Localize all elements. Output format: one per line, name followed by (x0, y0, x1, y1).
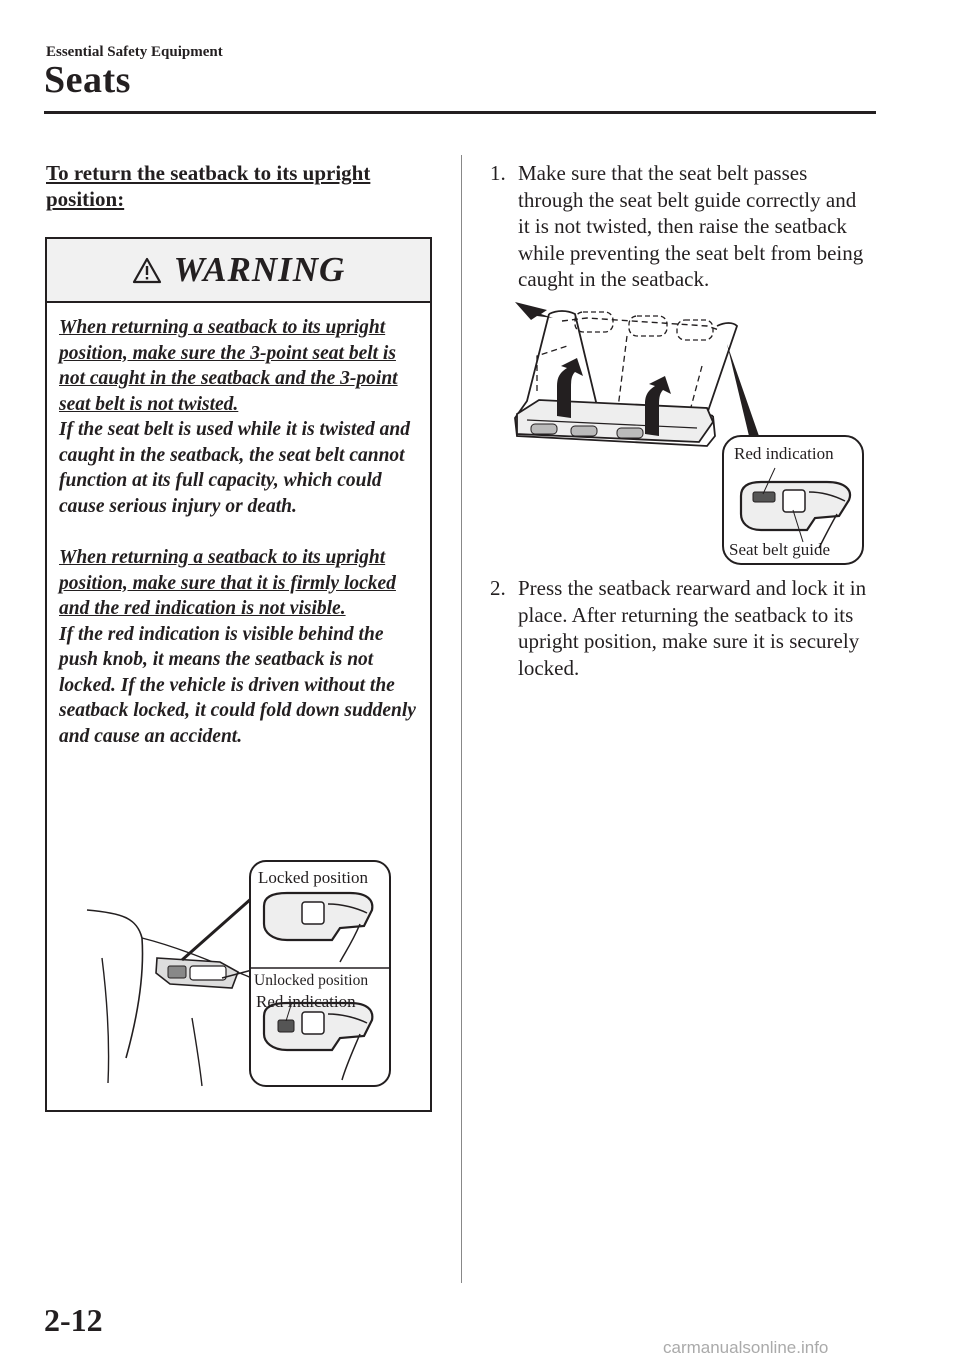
watermark: carmanualsonline.info (663, 1338, 829, 1357)
lock-position-figure (82, 858, 392, 1088)
step-1 (490, 160, 885, 293)
warning-para2-emphasis: When returning a seatback to its upright position, make sure that it is firmly locked and the red indication is not visible. (59, 547, 396, 619)
step-text: Press the seatback rearward and lock it in place. After returning the seatback to its upright position, make sure it is securely locked. (518, 576, 867, 680)
warning-label: WARNING (173, 250, 346, 289)
warning-para1-text: If the seat belt is used while it is twisted and caught in the seatback, the seat belt cannot function at its full capacity, which could cause serious injury or death. (59, 419, 411, 517)
raise-seatback-figure (487, 296, 867, 568)
warning-triangle-icon (132, 257, 162, 284)
warning-body (47, 303, 430, 749)
page-title: Seats (44, 59, 131, 101)
warning-header (47, 239, 430, 303)
seat-belt-guide-label: Seat belt guide (729, 540, 831, 559)
subheading: To return the seatback to its upright position: (46, 161, 371, 211)
page-number: 2-12 (44, 1302, 103, 1338)
step-2 (490, 575, 885, 681)
step-number: 1. (490, 161, 506, 185)
rear-seat-illustration (487, 296, 867, 568)
unlocked-position-label: Unlocked position (254, 972, 369, 989)
step-text: Make sure that the seat belt passes through the seat belt guide correctly and it is not twisted, then raise the seatback while preventing the seat belt from being caught in the seatback. (518, 161, 864, 291)
locked-position-label: Locked position (258, 868, 369, 887)
red-indication-label: Red indication (256, 992, 356, 1011)
column-divider (461, 155, 462, 1283)
header-rule (44, 111, 876, 114)
red-indication-label: Red indication (734, 444, 834, 463)
warning-para1-emphasis: When returning a seatback to its upright position, make sure the 3-point seat belt is not caught in the seatback and the 3-point seat belt is not twisted. (59, 317, 398, 415)
step-number: 2. (490, 576, 506, 600)
section-label: Essential Safety Equipment (46, 44, 223, 60)
warning-para2-text: If the red indication is visible behind the push knob, it means the seatback is not locked. If the vehicle is driven without the seatback locked, it could fold down suddenly and cause an accident. (59, 623, 416, 747)
